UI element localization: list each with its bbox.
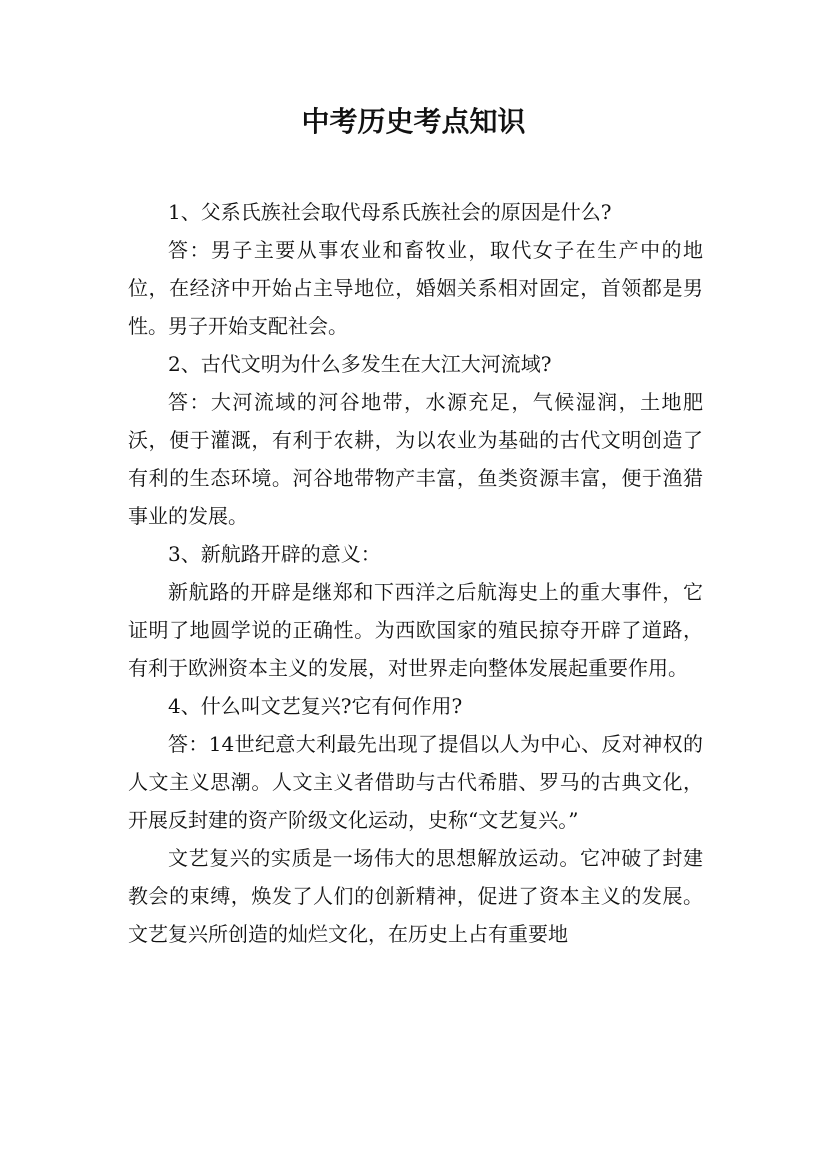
answer-4-continued: 文艺复兴的实质是一场伟大的思想解放运动。它冲破了封建教会的束缚，焕发了人们的创新精神，促进了资本主义的发展。文艺复兴所创造的灿烂文化，在历史上占有重要地 <box>128 846 703 946</box>
answer-4: 答：14世纪意大利最先出现了提倡以人为中心、反对神权的人文主义思潮。人文主义者借助与古代希腊、罗马的古典文化，开展反封建的资产阶级文化运动，史称“文艺复兴。” <box>128 732 703 832</box>
answer-3: 新航路的开辟是继郑和下西洋之后航海史上的重大事件，它证明了地圆学说的正确性。为西欧国家的殖民掠夺开辟了道路，有利于欧洲资本主义的发展，对世界走向整体发展起重要作用。 <box>128 580 703 680</box>
page-title: 中考历史考点知识 <box>301 105 526 138</box>
document-body <box>128 193 703 953</box>
question-3: 3、新航路开辟的意义： <box>168 542 381 566</box>
question-1: 1、父系氏族社会取代母系氏族社会的原因是什么? <box>168 200 612 224</box>
answer-2: 答：大河流域的河谷地带，水源充足，气候湿润，土地肥沃，便于灌溉，有利于农耕，为以农业为基础的古代文明创造了有利的生态环境。河谷地带物产丰富，鱼类资源丰富，便于渔猎事业的发展。 <box>128 390 703 528</box>
answer-1: 答：男子主要从事农业和畜牧业，取代女子在生产中的地位，在经济中开始占主导地位，婚姻关系相对固定，首领都是男性。男子开始支配社会。 <box>128 238 703 338</box>
question-2: 2、古代文明为什么多发生在大江大河流域? <box>168 352 552 376</box>
question-4: 4、什么叫文艺复兴?它有何作用? <box>168 694 463 718</box>
